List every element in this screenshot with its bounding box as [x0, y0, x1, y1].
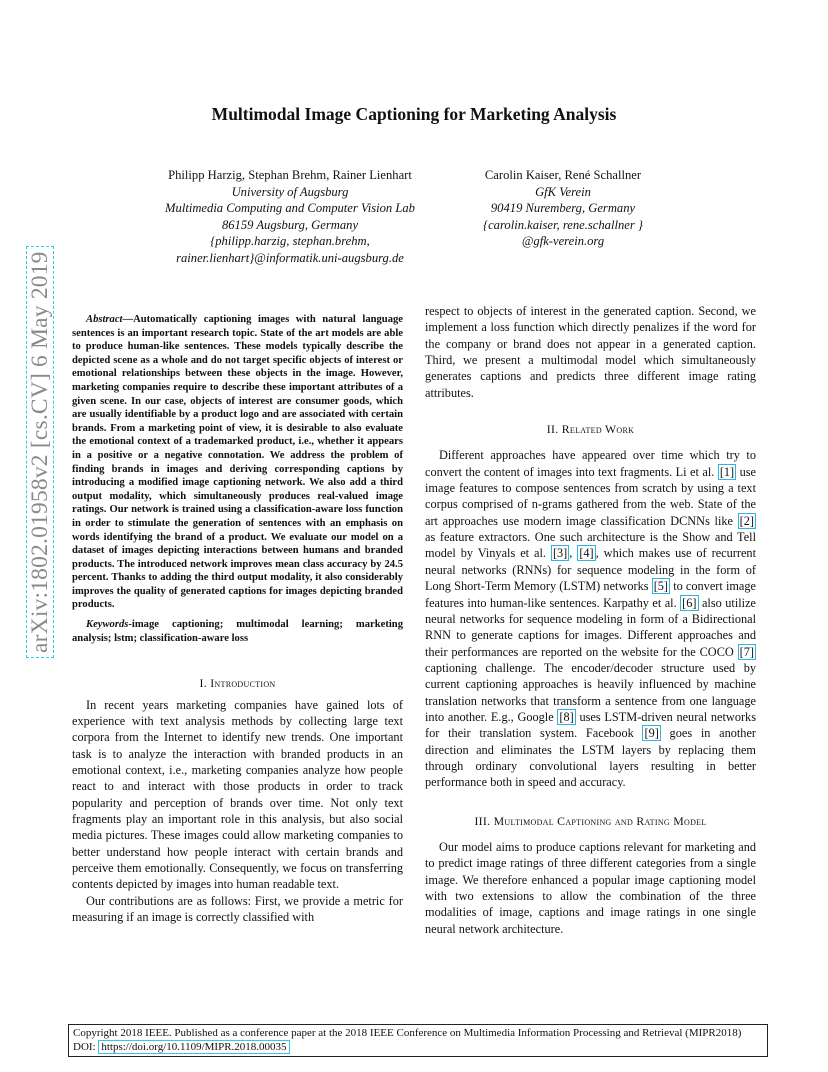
- copyright-box: [68, 1024, 768, 1057]
- keywords-label: Keywords: [86, 619, 129, 631]
- author-email-left-1: {philipp.harzig, stephan.brehm,: [210, 234, 370, 248]
- citation-link[interactable]: [8]: [559, 709, 574, 724]
- author-block-left: [130, 167, 450, 266]
- text-run: ,: [569, 546, 578, 561]
- section-heading-model: [425, 813, 756, 829]
- section-number: III.: [474, 813, 494, 828]
- contributions-continued: respect to objects of interest in the generated caption. Second, we implement a loss function which directly penalizes if the word for the company or brand does not appear in a generated caption. Third, we present a multimodal model which simultaneously generates captions and predicts three different image rating attributes.: [425, 304, 756, 400]
- text-run: also utilize neural networks for sequence modeling in form of a Bidirectional RNN to generate captions for images. Different approaches and their performances are reported on the website for the COCO: [425, 595, 756, 659]
- author-email-right-2: @gfk-verein.org: [521, 234, 605, 248]
- related-work-paragraph: [425, 447, 756, 790]
- author-address-right: 90419 Nuremberg, Germany: [490, 201, 636, 215]
- section-number: I.: [199, 676, 211, 691]
- citation-link[interactable]: [7]: [739, 644, 754, 659]
- text-run: captioning challenge. The encoder/decoder structure used by current captioning approaches is heavily influenced by machine translation networks that transform a sentence from one language into another. E.g., Google: [425, 660, 756, 724]
- author-email-left-2: rainer.lienhart}@informatik.uni-augsburg.de: [176, 250, 404, 265]
- section-heading-related-work: [425, 421, 756, 437]
- text-run: uses LSTM-driven neural networks for their translation system. Facebook: [425, 709, 756, 741]
- citation-link[interactable]: [9]: [644, 726, 659, 741]
- text-run: Different approaches have appeared over time which try to convert the content of images into text fragments. Li et al.: [425, 448, 756, 479]
- intro-paragraph-2: Our contributions are as follows: First, we provide a metric for measuring if an image is correctly classified with: [72, 893, 403, 925]
- author-lab-left: Multimedia Computing and Computer Vision Lab: [165, 201, 415, 215]
- citation-link[interactable]: [2]: [739, 513, 754, 528]
- citation-link[interactable]: [6]: [682, 595, 697, 610]
- citation-link[interactable]: [4]: [579, 546, 594, 561]
- author-affiliation-right: GfK Verein: [535, 184, 591, 199]
- right-column: [425, 303, 756, 937]
- doi-label: DOI:: [73, 1041, 99, 1053]
- paper-title: Multimodal Image Captioning for Marketing Analysis: [211, 104, 617, 124]
- model-paragraph: Our model aims to produce captions relevant for marketing and to predict image ratings of three different categories from a single image. We therefore enhanced a popular image captioning model with two extensions to allow the combination of the three modalities of image, captions and image ratings in one single neural network architecture.: [425, 839, 756, 936]
- author-names-right: Carolin Kaiser, René Schallner: [484, 168, 642, 182]
- abstract: [72, 313, 403, 612]
- copyright-text: Copyright 2018 IEEE. Published as a conference paper at the 2018 IEEE Conference on Multimedia Information Processing and Retrieval (MIPR2018): [73, 1027, 742, 1039]
- text-run: as feature extractors. One such architecture is the Show and Tell model by Vinyals et al.: [425, 530, 756, 561]
- intro-paragraph-1: In recent years marketing companies have gained lots of experience with text analysis methods by collecting large text corpora from the Internet to identify new trends. One important task is to analyze the interaction with branded products in an emotional context, i.e., marketing companies analyze how people react to and interact with those products in order to track popularity and perception of brands over time. Not only text fragments play an important role in this analysis, but also social media pictures. These images could allow marketing companies to better understand how people interact with certain brands and perceive them emotionally. Consequently, we focus on transferring contents depicted by images into human readable text.: [72, 697, 403, 892]
- section-heading-introduction: [72, 675, 403, 691]
- arxiv-id-link[interactable]: arXiv:1802.01958v2 [cs.CV] 6 May 2019: [26, 246, 54, 658]
- keywords: [72, 618, 403, 645]
- citation-link[interactable]: [5]: [653, 579, 669, 594]
- author-email-right-1: {carolin.kaiser, rene.schallner }: [483, 217, 643, 232]
- citation-link[interactable]: [3]: [552, 546, 568, 561]
- doi-line: [73, 1040, 763, 1054]
- keywords-body: -image captioning; multimodal learning; marketing analysis; lstm; classification-aware loss: [72, 619, 403, 644]
- left-column: [72, 313, 403, 925]
- text-run: use image features to compose sentences from scratch by using a text corpus comprised of n-grams gathered from the web. State of the art approaches use modern image classification DCNNs like: [425, 464, 757, 528]
- author-affiliation-left: University of Augsburg: [231, 184, 349, 199]
- author-block-right: [468, 167, 658, 250]
- author-address-left: 86159 Augsburg, Germany: [221, 217, 359, 232]
- text-run: , which makes use of recurrent neural networks (RNNs) for sequence modeling in the form of Long Short-Term Memory (LSTM) networks: [425, 546, 756, 594]
- text-run: to convert image features into human-like sentences. Karpathy et al.: [425, 579, 756, 610]
- section-number: II.: [546, 422, 562, 437]
- section-title: Introduction: [210, 676, 276, 691]
- text-run: goes in another direction and eliminates the LSTM layers by replacing them through ordinary convolutional layers resulting in better performance both in speed and accuracy.: [425, 726, 756, 790]
- doi-link[interactable]: https://doi.org/10.1109/MIPR.2018.00035: [98, 1040, 289, 1054]
- author-names-left: Philipp Harzig, Stephan Brehm, Rainer Lienhart: [168, 168, 412, 182]
- arxiv-side-stamp: [20, 251, 60, 658]
- section-title: Multimodal Captioning and Rating Model: [493, 813, 707, 828]
- section-title: Related Work: [561, 422, 635, 437]
- citation-link[interactable]: [1]: [719, 464, 735, 479]
- abstract-label: Abstract: [86, 314, 123, 325]
- abstract-body: —Automatically captioning images with natural language sentences is an important research topic. State of the art models are able to produce human-like sentences. These models typically describe the depicted scene as a whole and do not target specific objects of interest or emotional relationships between these objects in the image. However, marketing companies require to describe these important attributes of a given scene. In our case, objects of interest are consumer goods, which are usually identifiable by a product logo and are associated with certain brands. From a marketing point of view, it is desirable to also evaluate the emotional context of a trademarked product, i.e., whether it appears in a positive or a negative connotation. We address the problem of finding brands in images and deriving corresponding captions by introducing a modified image captioning network. We also add a third output modality, which simultaneously produces real-valued image ratings. Our network is trained using a classification-aware loss function in order to stimulate the generation of sentences with an emphasis on words identifying the brand of a product. We evaluate our model on a dataset of images depicting interactions between humans and branded products. The introduced network improves mean class accuracy by 24.5 percent. Thanks to adding the third output modality, it also considerably improves the quality of generated captions for images depicting branded products.: [72, 314, 403, 611]
